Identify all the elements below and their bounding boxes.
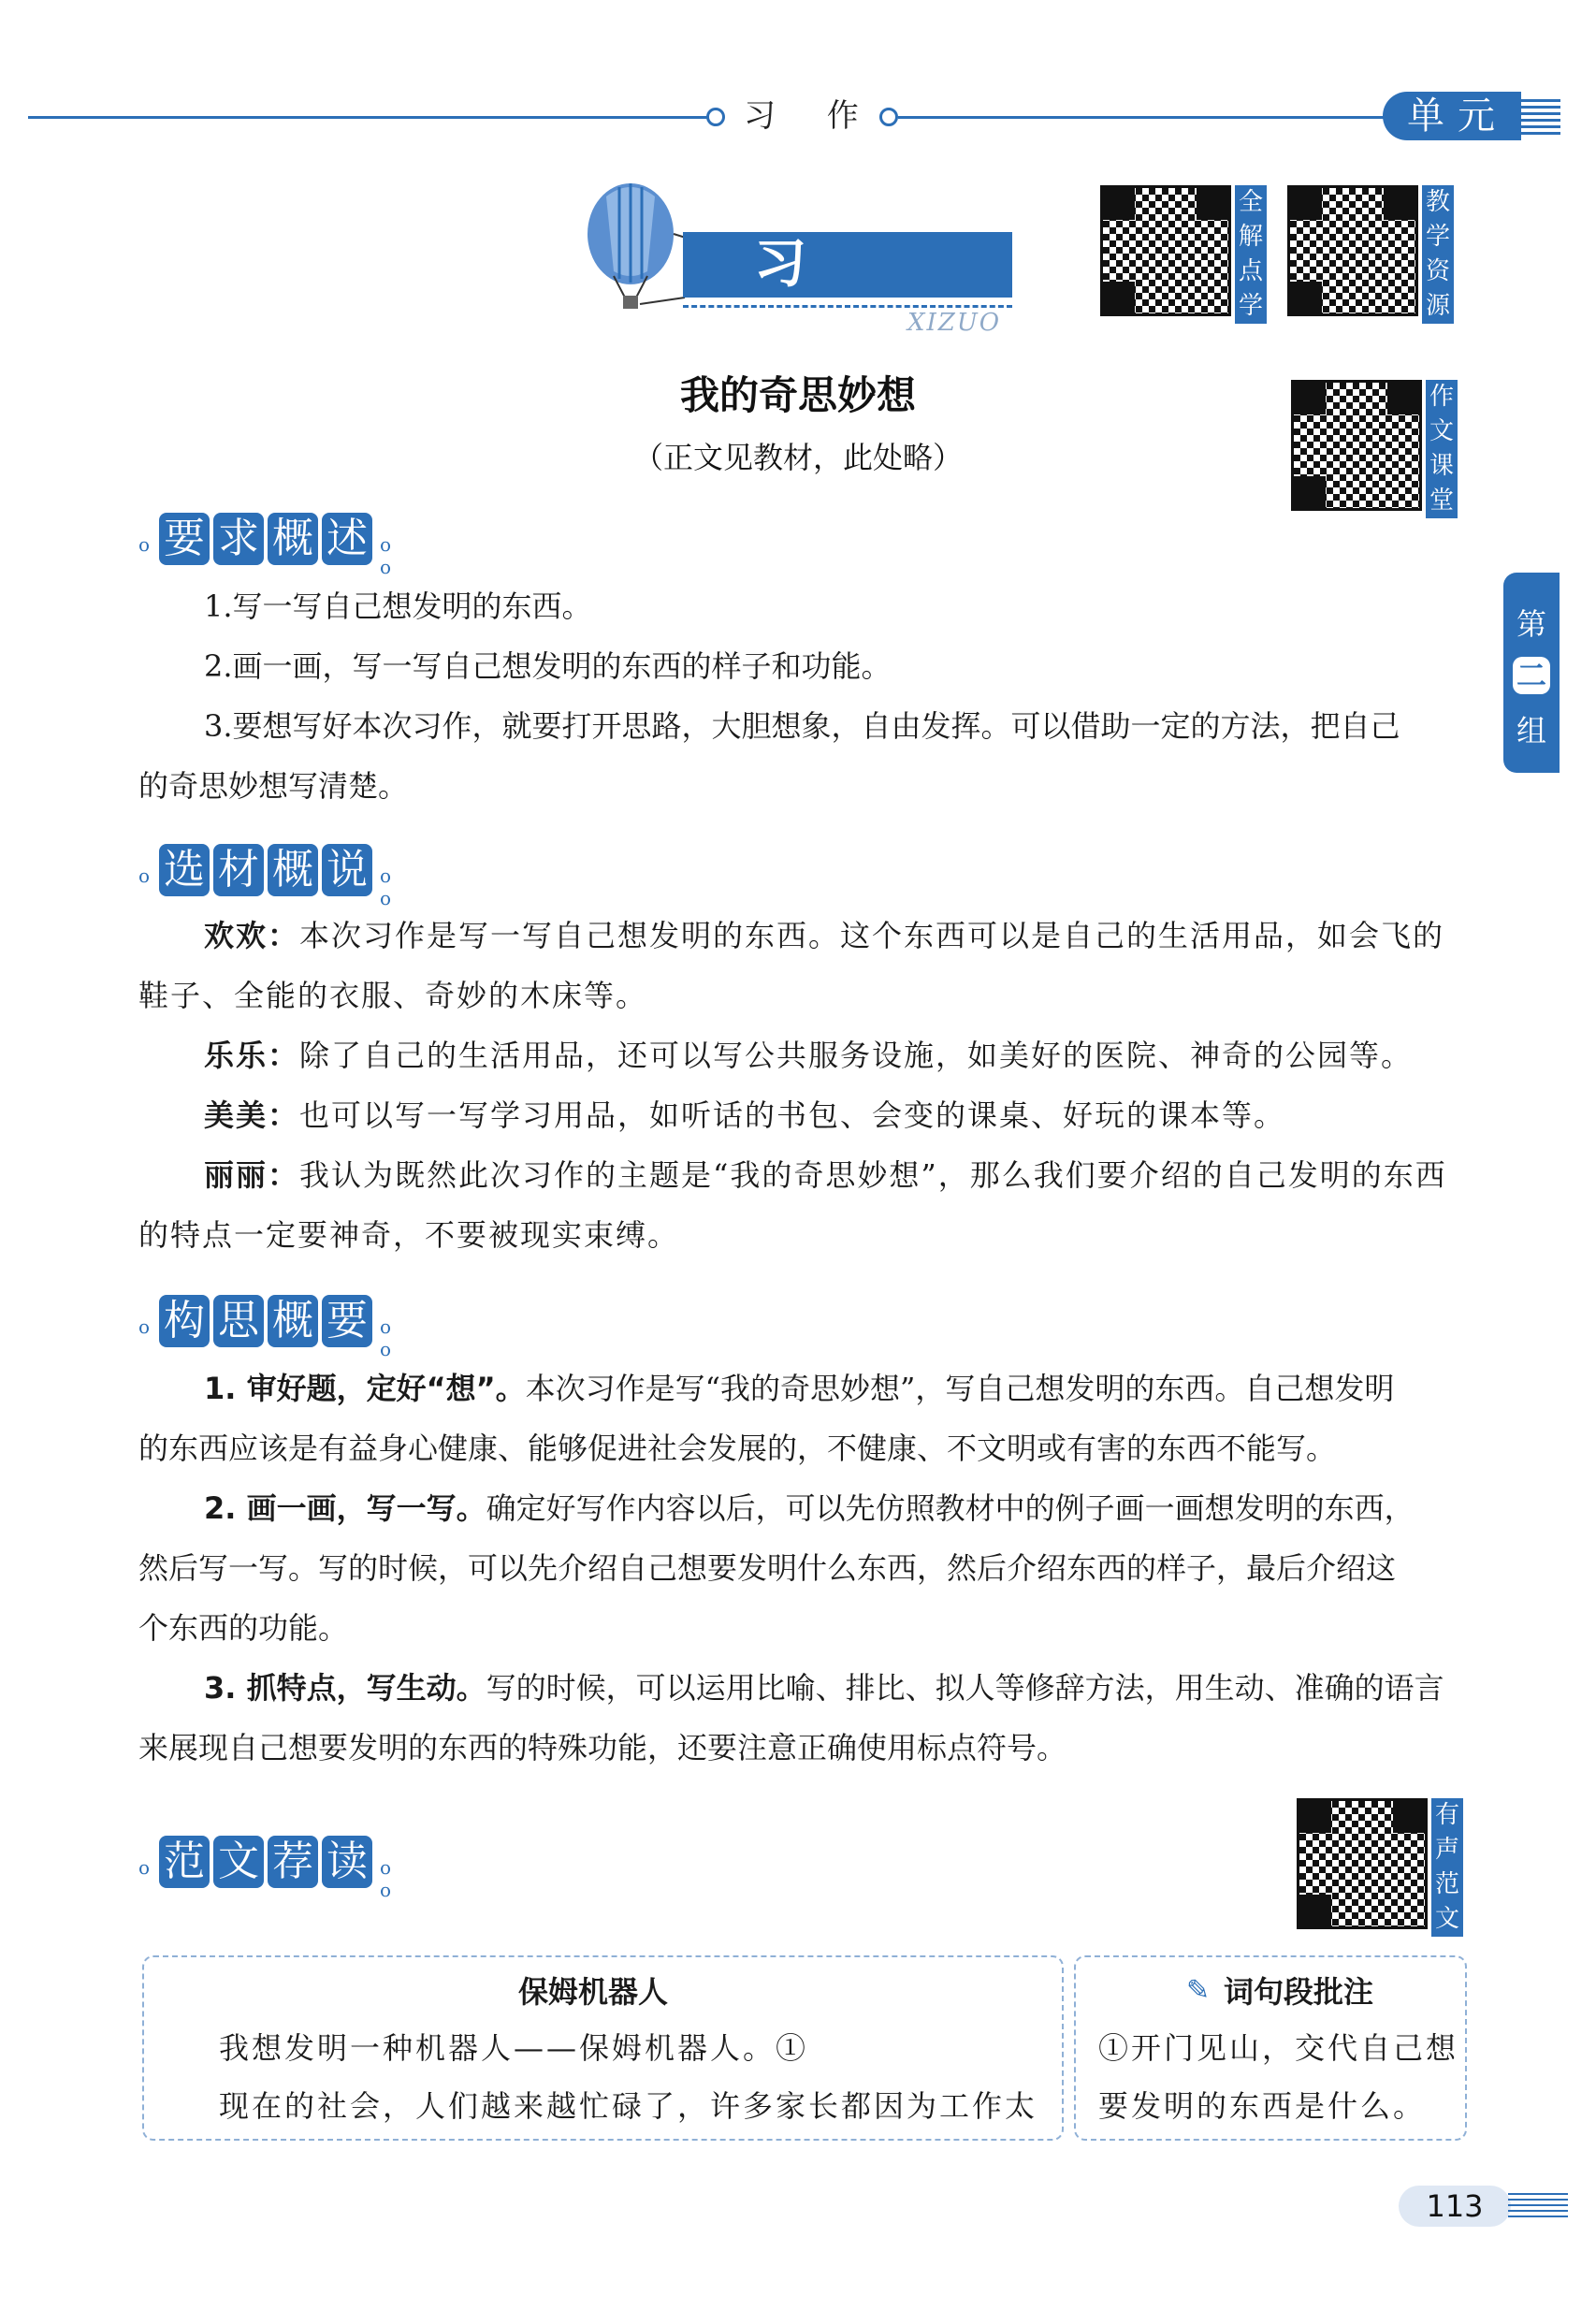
list-item: 美美：也可以写一写学习用品，如听话的书包、会变的课桌、好玩的课本等。 xyxy=(204,1097,1286,1133)
qr-code-full-explain[interactable] xyxy=(1100,185,1231,316)
list-item: 3. 抓特点，写生动。写的时候，可以运用比喻、排比、拟人等修辞方法，用生动、准确的语言 xyxy=(204,1670,1444,1706)
requirements-text xyxy=(138,576,1467,816)
banner-title: 习 作 xyxy=(683,232,1012,298)
header-rule-left xyxy=(28,116,711,119)
notes-box xyxy=(1074,1955,1467,2141)
list-item: 的东西应该是有益身心健康、能够促进社会发展的，不健康、不文明或有害的东西不能写。 xyxy=(138,1431,1337,1466)
list-item: 个东西的功能。 xyxy=(138,1610,349,1646)
unit-tab: 单元 xyxy=(1383,92,1521,140)
list-item: 然后写一写。写的时候，可以先介绍自己想要发明什么东西，然后介绍东西的样子，最后介绍这 xyxy=(138,1550,1397,1586)
materials-text xyxy=(138,906,1467,1265)
essay-box xyxy=(142,1955,1064,2141)
side-tab-number: 二 xyxy=(1513,657,1550,694)
list-item: 1.写一写自己想发明的东西。 xyxy=(204,588,592,624)
note-line: 要发明的东西是什么。 xyxy=(1098,2088,1427,2124)
header-rule-right xyxy=(898,116,1385,119)
list-item: 丽丽：我认为既然此次习作的主题是“我的奇思妙想”，那么我们要介绍的自己发明的东西 xyxy=(204,1157,1447,1193)
page-number-stripes xyxy=(1508,2193,1568,2221)
list-item: 1. 审好题，定好“想”。本次习作是写“我的奇思妙想”，写自己想发明的东西。自己想发明 xyxy=(204,1371,1395,1406)
essay-line: 我想发明一种机器人——保姆机器人。① xyxy=(219,2030,809,2066)
list-item: 乐乐：除了自己的生活用品，还可以写公共服务设施，如美好的医院、神奇的公园等。 xyxy=(204,1038,1414,1073)
article-subtitle: （正文见教材，此处略） xyxy=(632,440,963,475)
banner-subtitle: XIZUO xyxy=(907,309,1002,337)
qr-code-teaching-resources[interactable] xyxy=(1287,185,1418,316)
list-item: 鞋子、全能的衣服、奇妙的木床等。 xyxy=(138,978,648,1013)
article-title: 我的奇思妙想 xyxy=(679,372,916,418)
list-item: 2. 画一画，写一写。确定好写作内容以后，可以先仿照教材中的例子画一画想发明的东西， xyxy=(204,1490,1415,1526)
essay-line: 现在的社会，人们越来越忙碌了，许多家长都因为工作太 xyxy=(219,2088,1038,2124)
list-item: 欢欢：本次习作是写一写自己想发明的东西。这个东西可以是自己的生活用品，如会飞的 xyxy=(204,918,1445,953)
essay-title: 保姆机器人 xyxy=(518,1974,669,2010)
header-title: 习 作 xyxy=(744,97,879,135)
unit-tab-stripes xyxy=(1521,99,1560,135)
list-item: 2.画一画，写一写自己想发明的东西的样子和功能。 xyxy=(204,648,892,684)
page-number: 113 xyxy=(1399,2186,1511,2227)
side-tab-group xyxy=(1503,573,1560,773)
side-tab-bottom: 组 xyxy=(1516,713,1546,748)
banner-underline xyxy=(683,305,1012,308)
list-item: 来展现自己想要发明的东西的特殊功能，还要注意正确使用标点符号。 xyxy=(138,1730,1067,1765)
notes-title: 词句段批注 xyxy=(1224,1974,1374,2010)
header-dot-left xyxy=(706,108,725,126)
note-line: ①开门见山，交代自己想 xyxy=(1098,2030,1459,2066)
structure-text xyxy=(138,1358,1467,1778)
side-tab-top: 第 xyxy=(1516,606,1546,642)
list-item: 3.要想写好本次习作，就要打开思路，大胆想象，自由发挥。可以借助一定的方法，把自己 xyxy=(204,708,1400,744)
pencil-icon: ✎ xyxy=(1186,1974,1211,2007)
qr-code-audio-essay[interactable] xyxy=(1297,1798,1428,1929)
list-item: 的特点一定要神奇，不要被现实束缚。 xyxy=(138,1217,680,1253)
list-item: 的奇思妙想写清楚。 xyxy=(138,768,409,804)
header-dot-right xyxy=(879,108,898,126)
